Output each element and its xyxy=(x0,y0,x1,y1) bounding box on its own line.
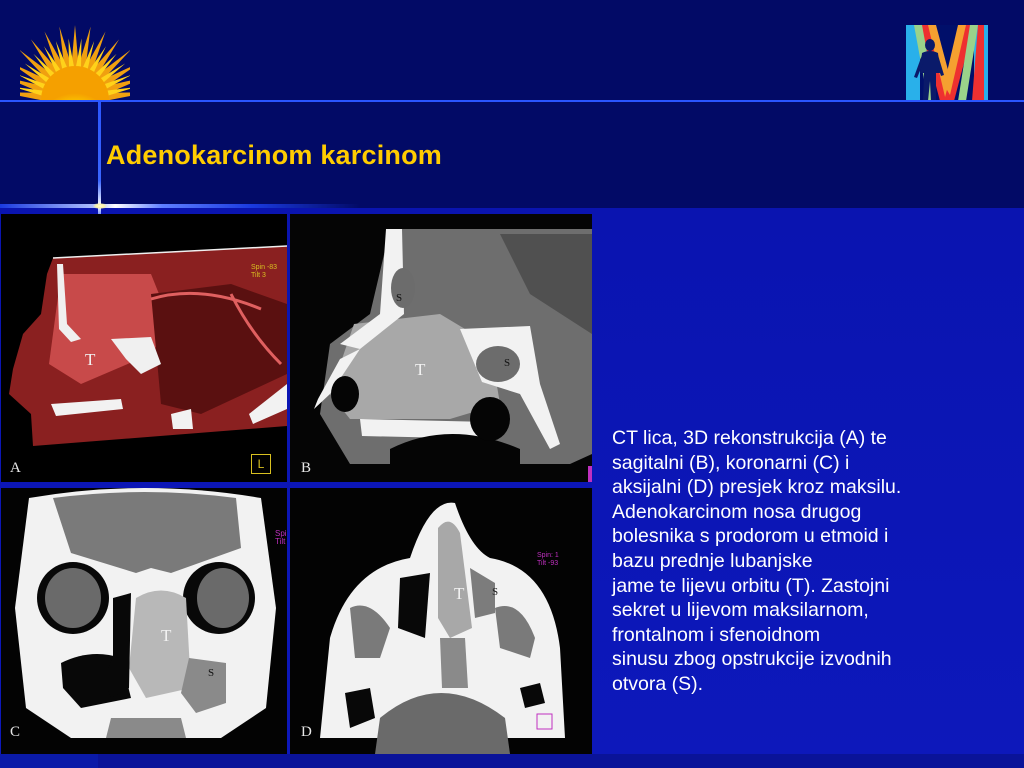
ct-axial-image xyxy=(290,488,592,754)
caption-line: bolesnika s prodorom u etmoid i xyxy=(612,525,889,548)
orientation-marker-icon: L xyxy=(251,454,271,474)
ct-panel-a xyxy=(1,214,287,482)
sinus-label: S xyxy=(396,292,403,304)
panel-letter-b: B xyxy=(301,460,312,476)
caption-line: bazu prednje lubanjske xyxy=(612,549,813,572)
tumor-label: T xyxy=(161,626,172,645)
ct-sagittal-image xyxy=(290,214,592,482)
accent-cross-glow xyxy=(93,203,107,209)
caption-line: sekret u lijevom maksilarnom, xyxy=(612,599,869,622)
panel-letter-d: D xyxy=(301,724,312,740)
ct-panel-d xyxy=(290,488,592,754)
vertical-accent-line xyxy=(98,100,101,215)
header-divider xyxy=(0,100,1024,102)
caption-line: jame te lijevu orbitu (T). Zastojni xyxy=(612,574,890,597)
title-underline xyxy=(0,204,360,208)
ct-3d-reconstruction-image xyxy=(1,214,287,482)
caption-line: aksijalni (D) presjek kroz maksilu. xyxy=(612,476,902,499)
tumor-label: T xyxy=(415,360,426,379)
caption-line: Adenokarcinom nosa drugog xyxy=(612,500,862,523)
slide-title: Adenokarcinom karcinom xyxy=(106,140,442,170)
caption-line: sinusu zbog opstrukcije izvodnih xyxy=(612,648,892,671)
sinus-label: S xyxy=(504,357,511,369)
bottom-strip-accent xyxy=(0,754,98,768)
orientation-marker-icon xyxy=(588,466,592,482)
sinus-label: S xyxy=(208,667,215,679)
spin-tilt-overlay: Spin -83 Tilt 3 xyxy=(251,264,278,279)
caption-line: sagitalni (B), koronarni (C) i xyxy=(612,451,850,474)
caption-line: CT lica, 3D rekonstrukcija (A) te xyxy=(612,427,887,449)
sun-icon xyxy=(20,22,130,102)
tumor-label: T xyxy=(454,584,465,603)
panel-letter-c: C xyxy=(10,724,21,740)
sinus-label: S xyxy=(492,586,499,598)
caption-line: frontalnom i sfenoidnom xyxy=(612,623,821,646)
ct-panel-b xyxy=(290,214,592,482)
caption-line: otvora (S). xyxy=(612,672,704,695)
bottom-strip xyxy=(0,754,1024,768)
spin-tilt-overlay: Spin: 1 Tilt -93 xyxy=(537,552,559,567)
spin-tilt-overlay: Spi Tilt xyxy=(275,529,287,546)
m-human-figure-logo xyxy=(906,25,988,101)
tumor-label: T xyxy=(85,350,96,369)
ct-coronal-image xyxy=(1,488,287,754)
panel-letter-a: A xyxy=(10,460,21,476)
ct-panel-c xyxy=(1,488,287,754)
figure-caption xyxy=(612,426,1012,697)
